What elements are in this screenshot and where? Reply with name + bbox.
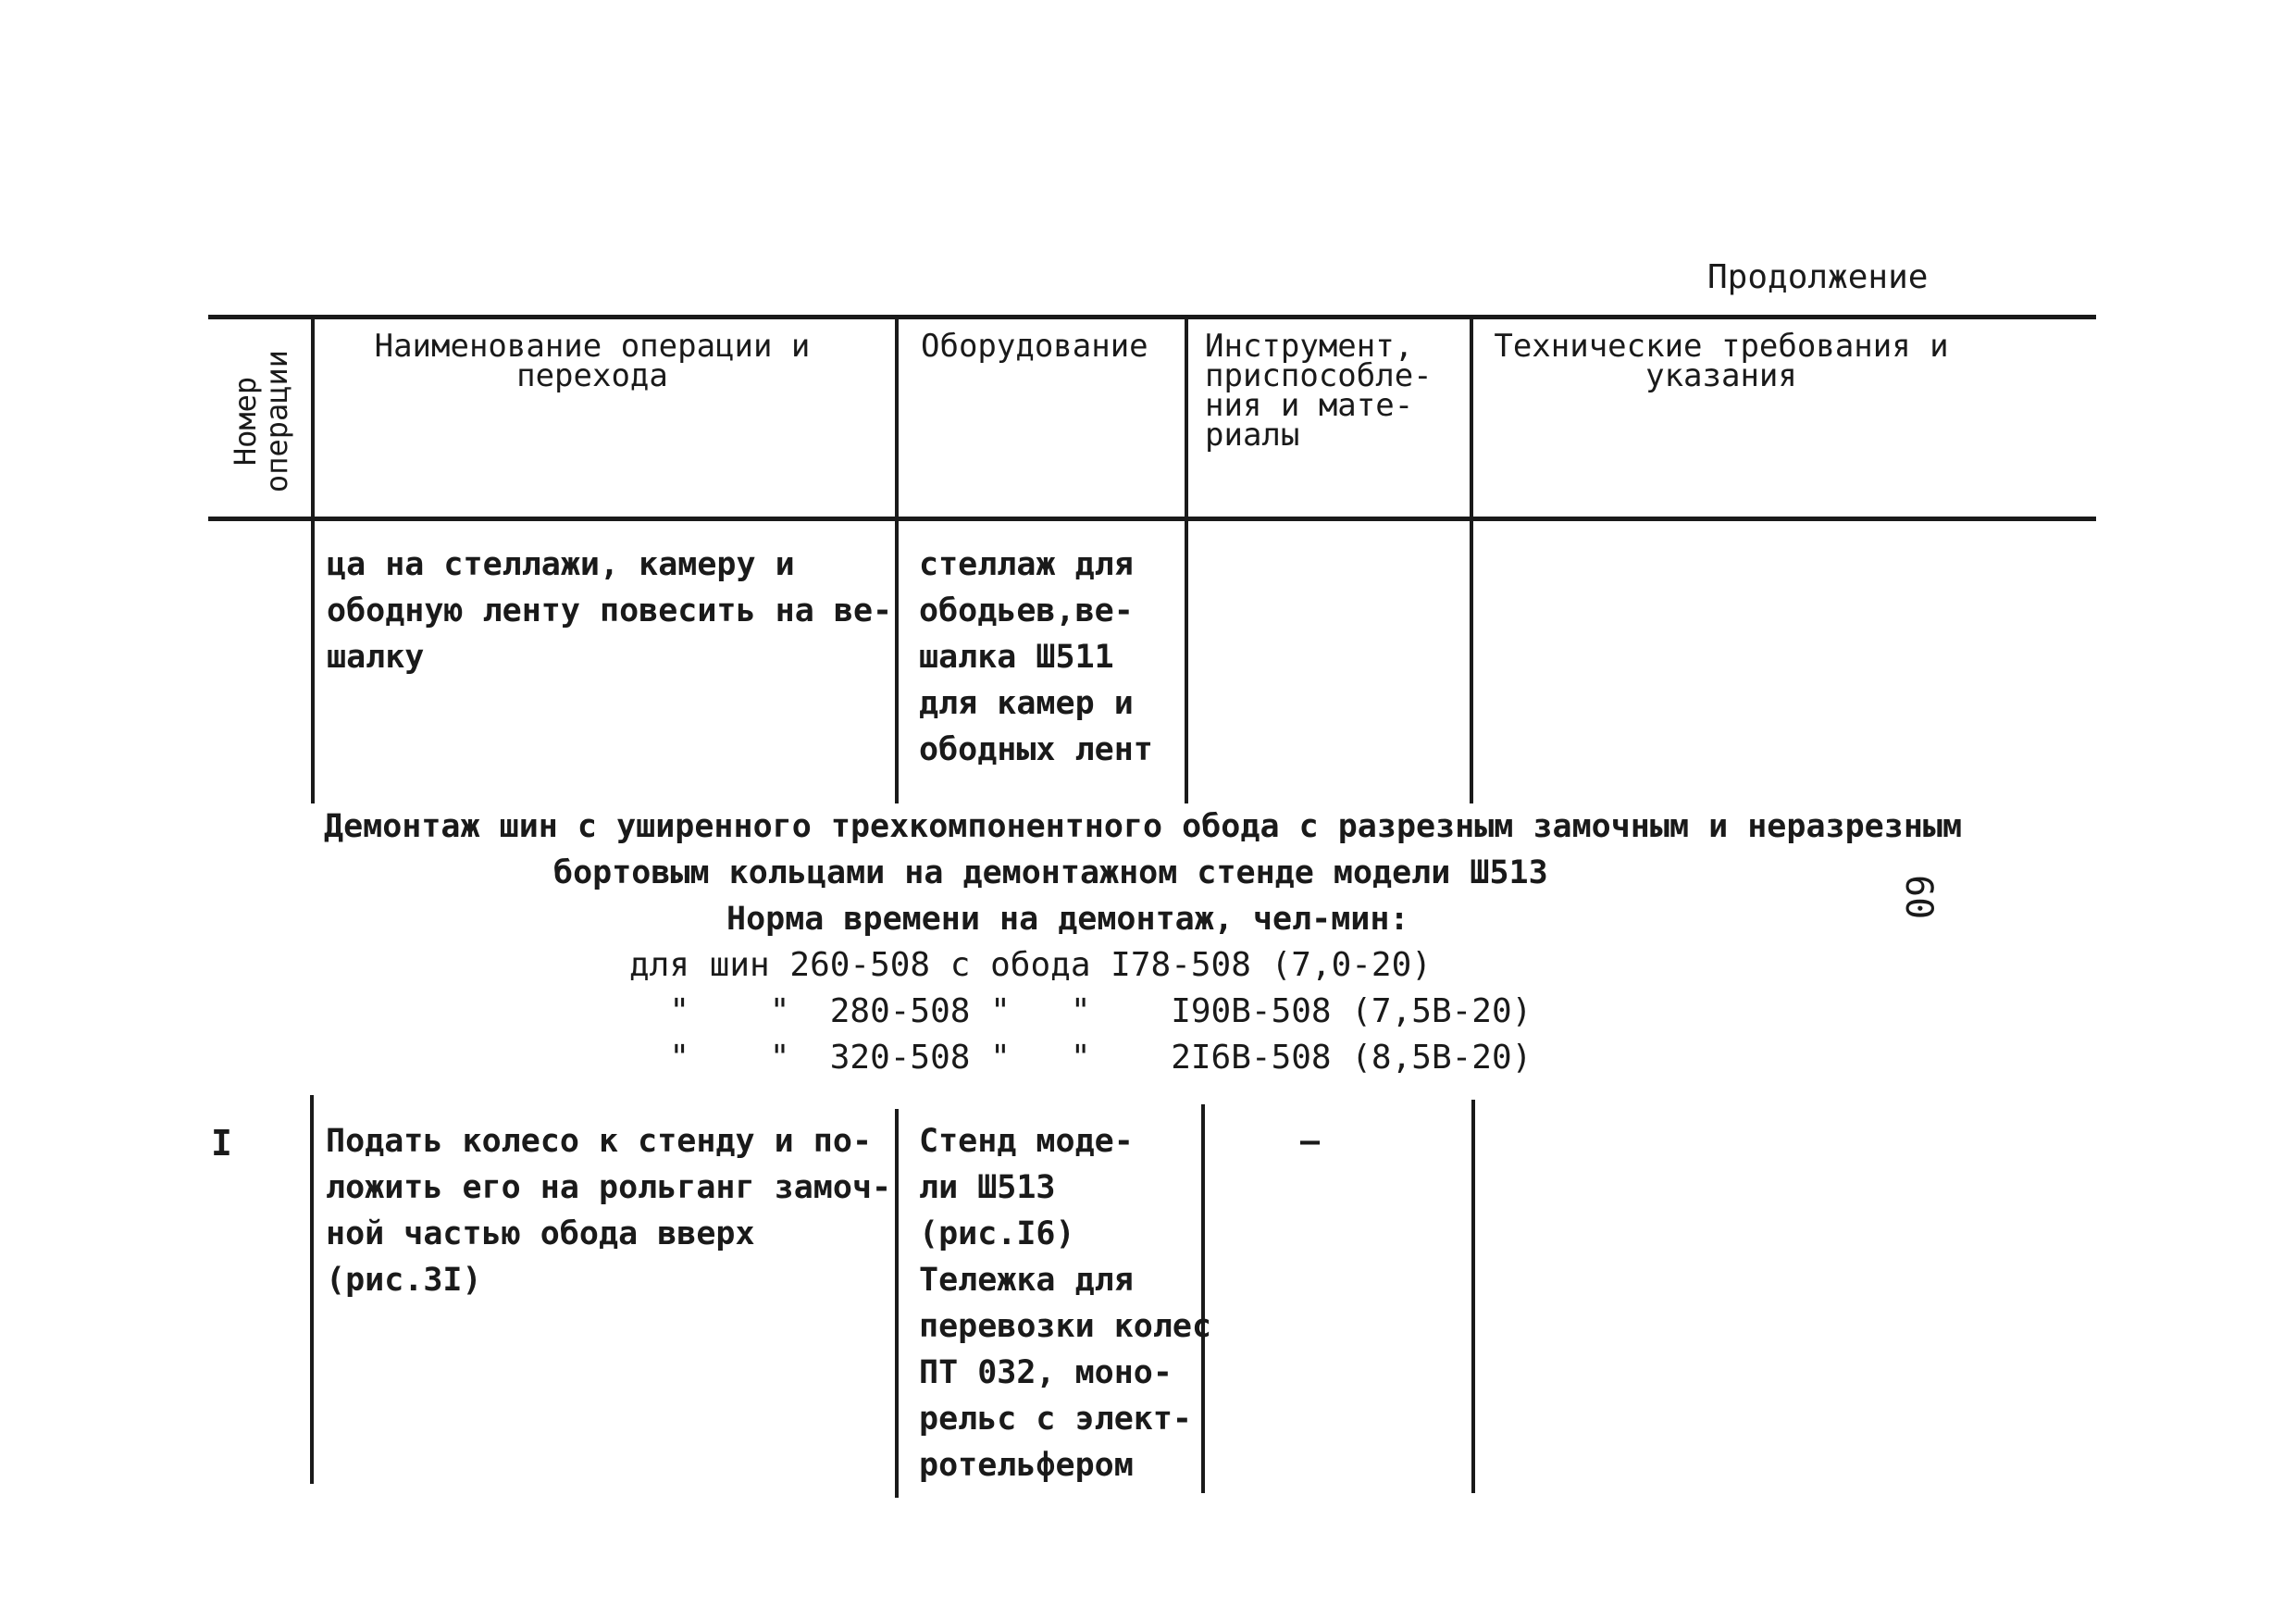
row-cont-divider-1 [311,521,315,803]
header-top-rule [208,315,2096,319]
norm-line-1: для шин 260-508 с обода I78-508 (7,0-20) [629,946,1432,984]
row-cont-divider-3 [1185,521,1188,803]
row1-name: Подать колесо к стенду и по- ложить его на рольганг замоч- ной частью обода вверх (рис.3I) [326,1123,892,1299]
row1-tools: – [1300,1123,1321,1160]
row-cont-divider-2 [895,521,899,803]
header-col-name: Наименование операции и перехода [374,328,811,394]
section-title-line1: Демонтаж шин с уширенного трехкомпонентного обода с разрезным замочным и неразрезным [324,808,1963,845]
row-cont-divider-4 [1470,521,1473,803]
row1-divider-1 [310,1095,314,1484]
row1-divider-2 [895,1109,899,1498]
section-title-line2: бортовым кольцами на демонтажном стенде модели Ш513 [553,854,1548,891]
row1-divider-4 [1471,1100,1475,1493]
header-divider-1 [311,319,315,518]
row-cont-equipment: стеллаж для ободьев,ве- шалка Ш511 для камер и ободных лент [919,546,1153,768]
norm-title: Норма времени на демонтаж, чел-мин: [726,901,1409,938]
norm-line-2: " " 280-508 " " I90B-508 (7,5B-20) [629,992,1533,1030]
header-divider-2 [895,319,899,518]
page-number: 60 [1897,875,1940,920]
row1-equipment: Стенд моде- ли Ш513 (рис.I6) Тележка для перевозки колес ПТ 032, моно- рельс с элект- ротельфером [919,1123,1212,1484]
header-bottom-rule [208,517,2096,521]
header-col-tools: Инструмент, приспособле- ния и мате- риалы [1205,328,1433,454]
header-col-requirements: Технические требования и указания [1494,328,1949,394]
norm-line-3: " " 320-508 " " 2I6B-508 (8,5B-20) [629,1039,1533,1077]
row1-number: I [211,1123,232,1164]
header-col-equipment: Оборудование [921,328,1148,365]
continuation-label: Продолжение [1707,258,1929,296]
header-divider-4 [1470,319,1473,518]
header-divider-3 [1185,319,1188,518]
row-cont-name: ца на стеллажи, камеру и ободную ленту повесить на ве- шалку [327,546,893,676]
header-col-number: Номер операции [228,349,294,493]
